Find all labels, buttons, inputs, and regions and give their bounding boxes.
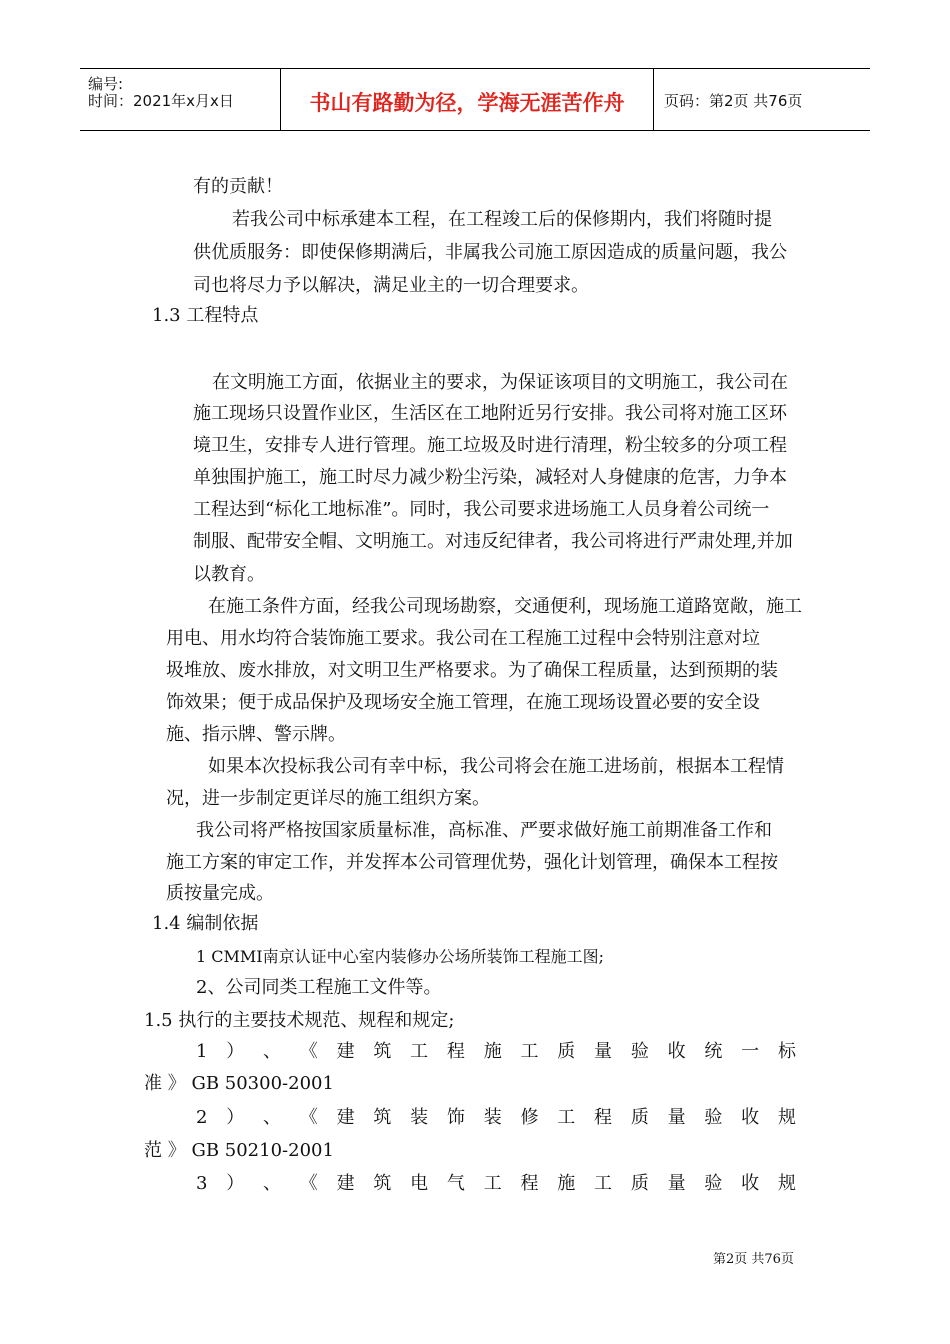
spread-char: 饰 <box>446 1107 465 1128</box>
spread-line-2 <box>196 1106 796 1130</box>
spread-char: 工 <box>520 1041 539 1062</box>
body-line: 用电、用水均符合装饰施工要求。我公司在工程施工过程中会特别注意对垃 <box>166 628 760 649</box>
body-line: 单独围护施工，施工时尽力减少粉尘污染，减轻对人身健康的危害，力争本 <box>193 467 787 488</box>
spread-char: 质 <box>630 1107 649 1128</box>
spread-char: 标 <box>777 1041 796 1062</box>
section-heading: 1.5 执行的主要技术规范、规程和规定; <box>144 1010 455 1031</box>
section-heading: 1.4 编制依据 <box>152 913 259 934</box>
header-page-info: 页码：第2页 共76页 <box>664 92 803 110</box>
spread-char: ） <box>226 1041 245 1062</box>
spread-char: 建 <box>336 1041 355 1062</box>
body-line: 如果本次投标我公司有幸中标，我公司将会在施工进场前，根据本工程情 <box>208 756 784 777</box>
header-center-cell <box>280 69 654 130</box>
body-line: 况，进一步制定更详尽的施工组织方案。 <box>166 788 490 809</box>
standard-line: 范 》 GB 50210-2001 <box>144 1140 334 1161</box>
spread-char: 验 <box>704 1173 723 1194</box>
spread-char: 收 <box>667 1041 686 1062</box>
spread-char: 装 <box>483 1107 502 1128</box>
body-line: 境卫生，安排专人进行管理。施工垃圾及时进行清理，粉尘较多的分项工程 <box>193 435 787 456</box>
spread-char: 、 <box>263 1107 282 1128</box>
spread-char: 、 <box>263 1173 282 1194</box>
spread-char: 收 <box>741 1107 760 1128</box>
spread-char: 3 <box>196 1173 208 1194</box>
body-line: 圾堆放、废水排放，对文明卫生严格要求。为了确保工程质量，达到预期的装 <box>166 660 778 681</box>
spread-char: 1 <box>196 1041 208 1062</box>
spread-char: ） <box>226 1173 245 1194</box>
spread-char: 工 <box>557 1107 576 1128</box>
spread-char: ） <box>226 1107 245 1128</box>
date-line: 时间：2021年x月x日 <box>88 92 234 110</box>
spread-char: 工 <box>410 1041 429 1062</box>
doc-number-label: 编号: <box>88 75 124 93</box>
spread-char: 2 <box>196 1107 208 1128</box>
body-line: 工程达到“标化工地标准”。同时，我公司要求进场施工人员身着公司统一 <box>193 499 770 520</box>
spread-char: 《 <box>299 1173 318 1194</box>
body-line: 在施工条件方面，经我公司现场勘察，交通便利，现场施工道路宽敞，施工 <box>208 596 802 617</box>
spread-char: 施 <box>483 1041 502 1062</box>
spread-char: 筑 <box>373 1173 392 1194</box>
spread-char: 《 <box>299 1041 318 1062</box>
spread-char: 统 <box>704 1041 723 1062</box>
spread-char: 筑 <box>373 1041 392 1062</box>
body-line: 供优质服务：即使保修期满后，非属我公司施工原因造成的质量问题，我公 <box>193 242 787 263</box>
body-line: 施工方案的审定工作，并发挥本公司管理优势，强化计划管理，确保本工程按 <box>166 852 778 873</box>
spread-char: 气 <box>446 1173 465 1194</box>
spread-char: 修 <box>520 1107 539 1128</box>
spread-line-1 <box>196 1040 796 1064</box>
spread-char: 工 <box>483 1173 502 1194</box>
spread-char: 程 <box>520 1173 539 1194</box>
spread-char: 质 <box>630 1173 649 1194</box>
spread-char: 量 <box>594 1041 613 1062</box>
body-line: 我公司将严格按国家质量标准，高标准、严要求做好施工前期准备工作和 <box>196 820 772 841</box>
standard-line: 准 》 GB 50300-2001 <box>144 1073 334 1094</box>
body-line: 质按量完成。 <box>166 883 274 904</box>
spread-char: 一 <box>741 1041 760 1062</box>
spread-char: 量 <box>667 1107 686 1128</box>
body-line: 若我公司中标承建本工程，在工程竣工后的保修期内，我们将随时提 <box>232 209 772 230</box>
spread-char: 建 <box>336 1107 355 1128</box>
spread-char: 装 <box>410 1107 429 1128</box>
spread-char: 收 <box>741 1173 760 1194</box>
spread-char: 电 <box>410 1173 429 1194</box>
body-line: 饰效果；便于成品保护及现场安全施工管理，在施工现场设置必要的安全设 <box>166 692 760 713</box>
header-right-cell <box>654 69 870 130</box>
body-line: 有的贡献！ <box>193 176 283 197</box>
page-header <box>80 68 870 131</box>
body-line: 制服、配带安全帽、文明施工。对违反纪律者，我公司将进行严肃处理,并加 <box>193 531 793 552</box>
body-line: 以教育。 <box>193 564 265 585</box>
spread-char: 量 <box>667 1173 686 1194</box>
spread-char: 建 <box>336 1173 355 1194</box>
spread-char: 质 <box>557 1041 576 1062</box>
spread-char: 工 <box>594 1173 613 1194</box>
header-motto: 书山有路勤为径，学海无涯苦作舟 <box>309 91 625 115</box>
spread-char: 规 <box>777 1107 796 1128</box>
section-heading: 1.3 工程特点 <box>152 305 259 326</box>
spread-char: 验 <box>630 1041 649 1062</box>
body-line: 施工现场只设置作业区，生活区在工地附近另行安排。我公司将对施工区环 <box>193 403 787 424</box>
body-line: 司也将尽力予以解决，满足业主的一切合理要求。 <box>193 275 589 296</box>
body-line: 在文明施工方面，依据业主的要求，为保证该项目的文明施工，我公司在 <box>212 372 788 393</box>
spread-char: 施 <box>557 1173 576 1194</box>
body-line: 施、指示牌、警示牌。 <box>166 724 346 745</box>
spread-char: 验 <box>704 1107 723 1128</box>
spread-char: 规 <box>777 1173 796 1194</box>
spread-char: 筑 <box>373 1107 392 1128</box>
spread-char: 《 <box>299 1107 318 1128</box>
body-line: 1 CMMI南京认证中心室内装修办公场所装饰工程施工图; <box>196 947 604 966</box>
spread-line-3 <box>196 1172 796 1196</box>
spread-char: 程 <box>446 1041 465 1062</box>
spread-char: 、 <box>263 1041 282 1062</box>
header-left-cell <box>80 69 280 130</box>
body-line: 2、公司同类工程施工文件等。 <box>196 977 442 998</box>
spread-char: 程 <box>594 1107 613 1128</box>
footer-page-info: 第2页 共76页 <box>713 1252 794 1267</box>
